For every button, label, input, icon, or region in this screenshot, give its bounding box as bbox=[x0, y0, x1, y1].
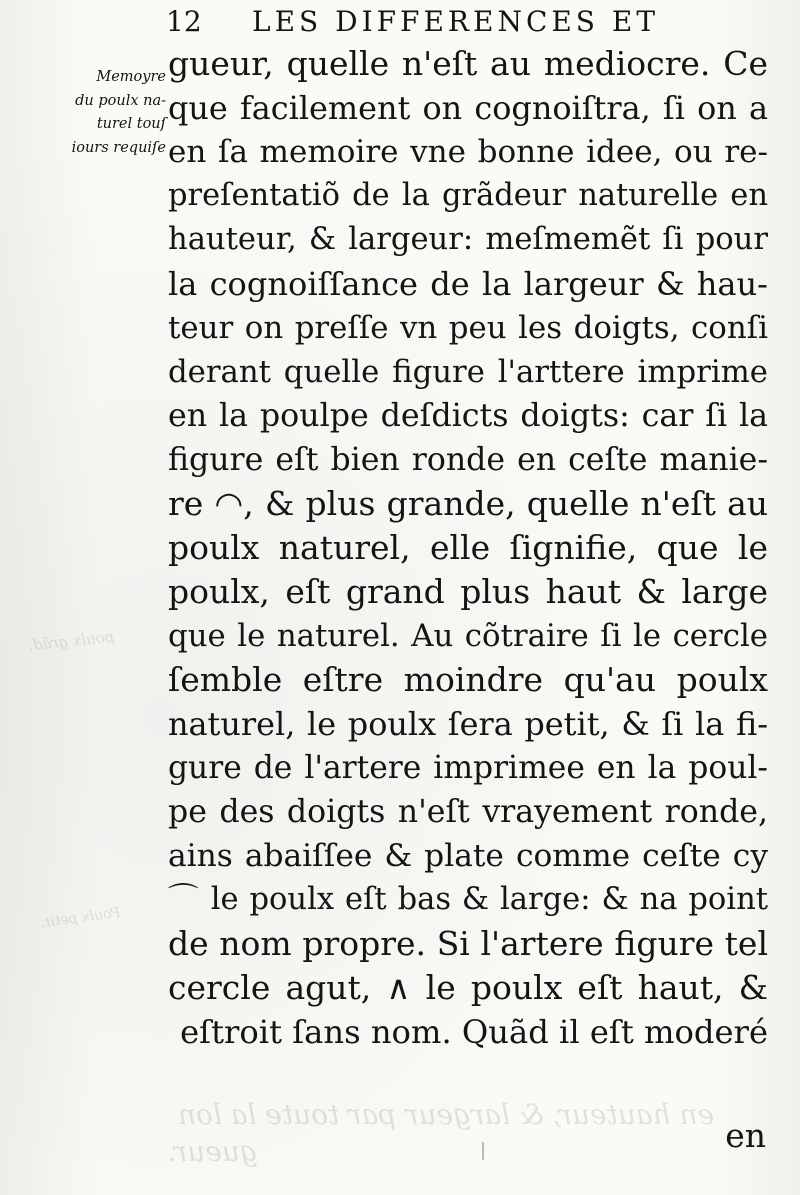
text-line: gueur, quelle n'eſt au mediocre. Ce bbox=[168, 44, 768, 83]
text-line: la cognoiſſance de la largeur & hau- bbox=[168, 265, 768, 303]
catchword: en bbox=[725, 1116, 766, 1155]
text-line: cercle agut, ∧ le poulx eſt haut, & bbox=[168, 968, 768, 1007]
bleed-through-text: poulx grãd. bbox=[27, 627, 116, 655]
text-line: re ◠, & plus grande, quelle n'eſt au bbox=[168, 484, 768, 523]
bleed-through-text: en hauteur, & largeur par toute la lon bbox=[178, 1098, 715, 1131]
text-line: que facilement on cognoiſtra, ſi on a bbox=[168, 89, 768, 127]
text-line: gure de l'artere imprimee en la poul- bbox=[168, 750, 768, 786]
text-line: hauteur, & largeur: meſmemẽt ſi pour bbox=[168, 222, 768, 257]
text-line: figure eſt bien ronde en ceſte manie- bbox=[168, 442, 768, 478]
bleed-through-text: Poulx petit. bbox=[39, 904, 122, 932]
margin-note bbox=[18, 66, 166, 160]
text-line: naturel, le poulx ſera petit, & ſi la fi- bbox=[168, 705, 768, 743]
margin-note-line: turel touſ bbox=[96, 116, 166, 132]
text-line: en ſa memoire vne bonne idee, ou re- bbox=[168, 134, 768, 170]
text-line: poulx, eſt grand plus haut & large bbox=[168, 572, 768, 611]
page-header bbox=[166, 2, 726, 42]
page-number: 12 bbox=[166, 5, 202, 38]
margin-note-line: iours requiſe bbox=[71, 139, 166, 156]
text-line: ſemble eſtre moindre qu'au poulx bbox=[168, 660, 768, 699]
body-text bbox=[168, 42, 768, 1054]
text-line: derant quelle figure l'arttere imprime bbox=[168, 354, 768, 390]
text-line: teur on preſſe vn peu les doigts, conſi bbox=[168, 310, 768, 346]
text-line: en la poulpe deſdicts doigts: car ſi la bbox=[168, 398, 768, 434]
text-line: ains abaiſſee & plate comme ceſte cy bbox=[168, 838, 768, 874]
text-line: eſtroit ſans nom. Quãd il eſt moderé bbox=[180, 1013, 768, 1051]
text-line: poulx naturel, elle ſignifie, que le bbox=[168, 528, 768, 567]
text-line: de nom propre. Si l'artere figure tel bbox=[168, 924, 768, 963]
paper-mark bbox=[482, 1142, 484, 1160]
margin-note-line: du poulx na- bbox=[75, 92, 166, 109]
text-line: ⌒ le poulx eſt bas & large: & na point bbox=[168, 882, 768, 917]
running-head: LES DIFFERENCES ET bbox=[252, 5, 660, 38]
bleed-through-text: gueur. bbox=[168, 1135, 258, 1168]
text-line: que le naturel. Au cõtraire ſi le cercle bbox=[168, 618, 768, 654]
text-line: preſentatiõ de la grãdeur naturelle en bbox=[168, 178, 768, 213]
margin-note-line: Memoyre bbox=[96, 69, 166, 85]
text-line: pe des doigts n'eſt vrayement ronde, bbox=[168, 794, 768, 830]
